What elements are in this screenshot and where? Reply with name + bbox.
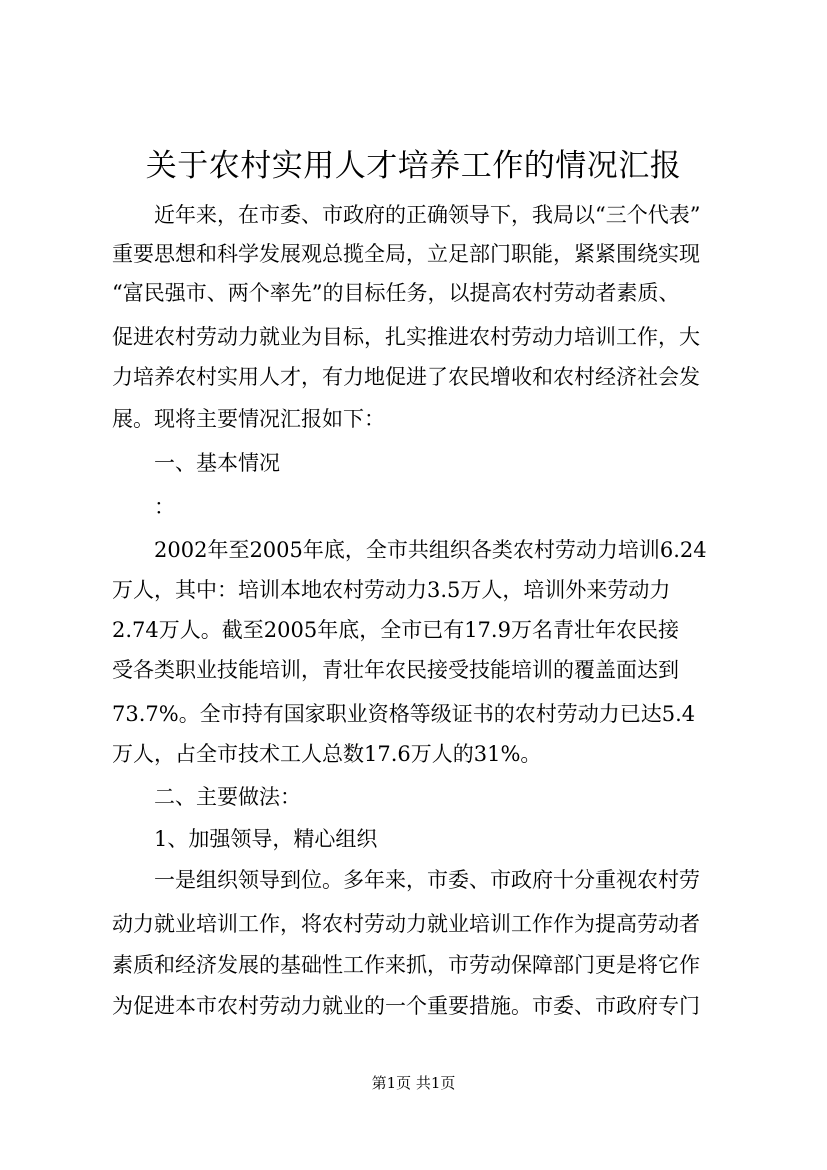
body-line: “富民强市、两个率先”的目标任务，以提高农村劳动者素质、	[112, 281, 680, 305]
body-line: 素质和经济发展的基础性工作来抓，市劳动保障部门更是将它作	[112, 953, 700, 977]
document-title: 关于农村实用人才培养工作的情况汇报	[145, 148, 682, 184]
body-line: 一是组织领导到位。多年来，市委、市政府十分重视农村劳	[112, 868, 700, 892]
section-heading: 一、基本情况	[112, 451, 280, 475]
body-line: 受各类职业技能培训，青壮年农民接受技能培训的覆盖面达到	[112, 658, 679, 682]
body-line: 2002年至2005年底，全市共组织各类农村劳动力培训6.24	[112, 538, 707, 562]
body-line: 近年来，在市委、市政府的正确领导下，我局以“三个代表”	[112, 203, 701, 227]
body-line: 重要思想和科学发展观总揽全局，立足部门职能，紧紧围绕实现	[112, 242, 700, 266]
body-line: 为促进本市农村劳动力就业的一个重要措施。市委、市政府专门	[112, 994, 700, 1018]
body-line: ：	[112, 495, 175, 519]
body-line: 展。现将主要情况汇报如下：	[112, 407, 385, 431]
body-line: 2.74万人。截至2005年底，全市已有17.9万名青壮年农民接	[112, 618, 679, 642]
body-line: 73.7%。全市持有国家职业资格等级证书的农村劳动力已达5.4	[112, 702, 696, 726]
section-heading: 二、主要做法：	[112, 785, 301, 809]
subsection-heading: 1、加强领导，精心组织	[112, 827, 378, 851]
body-line: 促进农村劳动力就业为目标，扎实推进农村劳动力培训工作，大	[112, 325, 700, 349]
page-number: 第1页 共1页	[371, 1074, 456, 1092]
body-line: 力培养农村实用人才，有力地促进了农民增收和农村经济社会发	[112, 365, 700, 389]
body-line: 万人，其中：培训本地农村劳动力3.5万人，培训外来劳动力	[112, 578, 671, 602]
body-line: 万人，占全市技术工人总数17.6万人的31%。	[112, 742, 542, 766]
body-line: 动力就业培训工作，将农村劳动力就业培训工作作为提高劳动者	[112, 912, 700, 936]
